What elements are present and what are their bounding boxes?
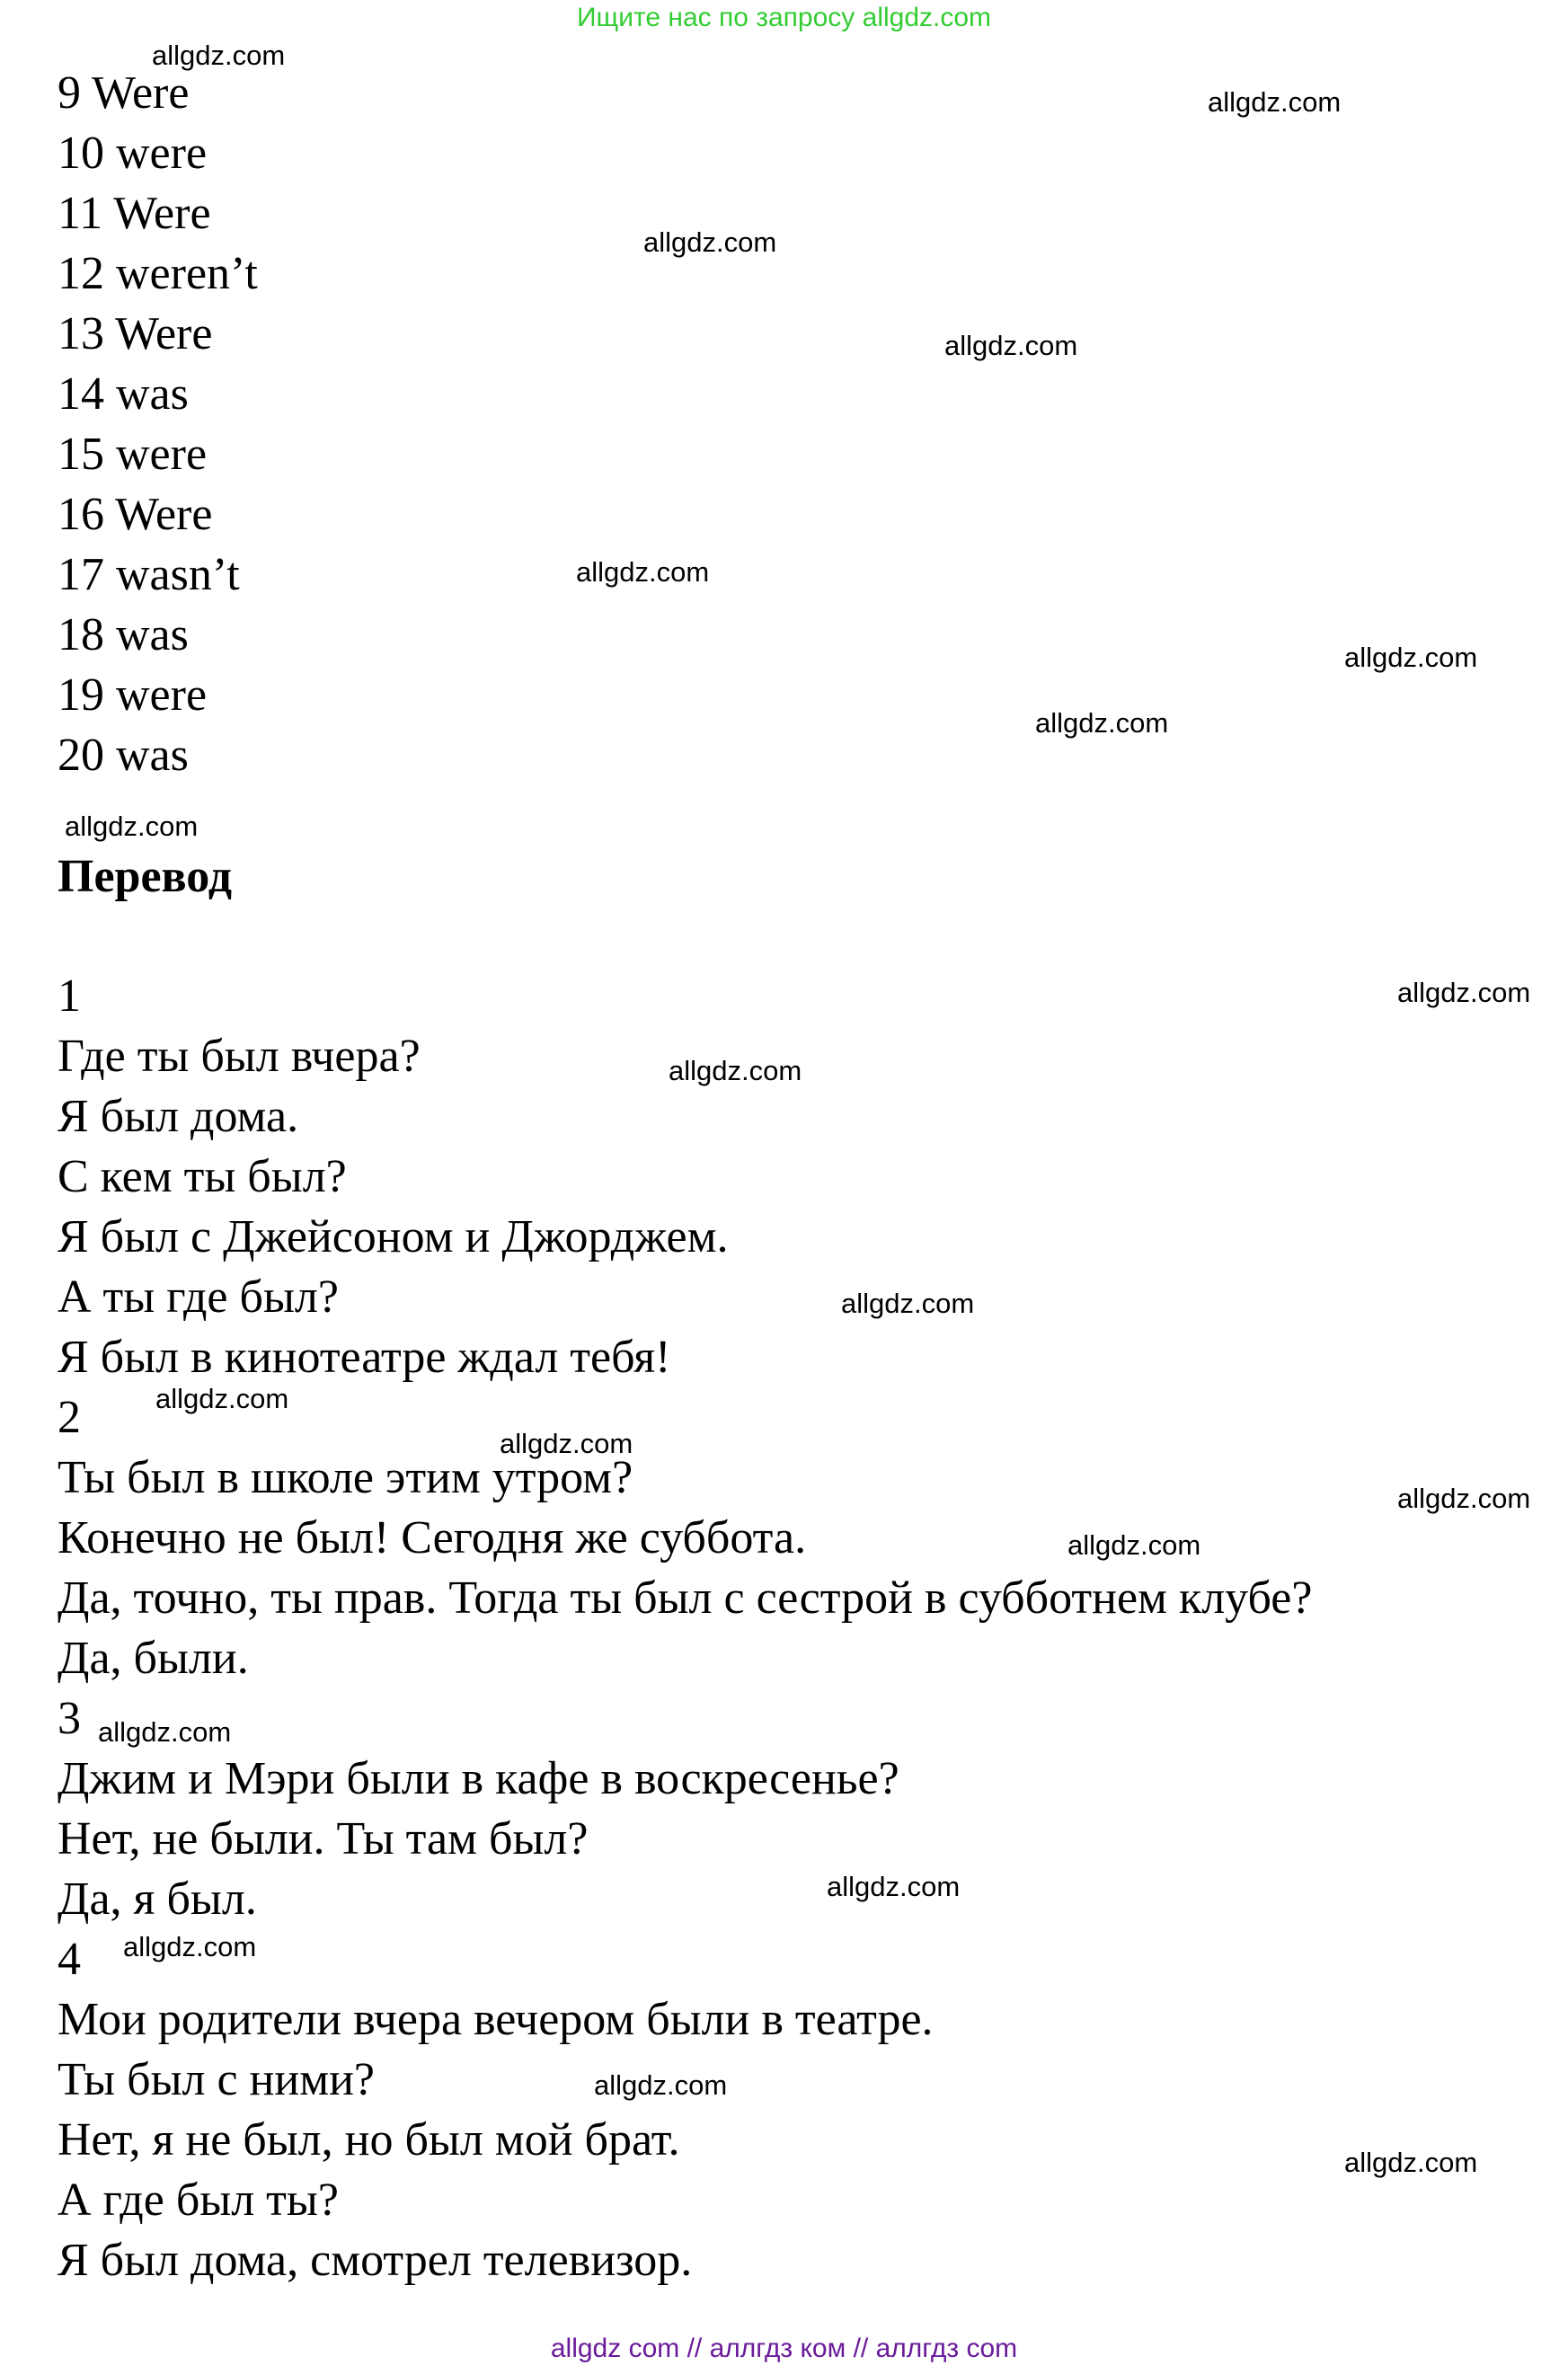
answer-line: 9 Were [58,67,190,119]
answer-line: 11 Were [58,188,211,239]
site-footer: allgdz com // аллгдз ком // аллгдз com [550,2334,1018,2363]
dialog-line: Ты был в школе этим утром? [58,1452,633,1503]
answer-line: 19 were [58,669,208,721]
watermark: allgdz.com [123,1931,257,1962]
dialog-line: Я был дома. [58,1091,299,1142]
answer-line: 15 were [58,429,208,480]
watermark: allgdz.com [1208,86,1342,118]
dialog-line: Нет, я не был, но был мой брат. [58,2114,680,2166]
watermark: allgdz.com [594,2069,728,2101]
answer-line: 10 were [58,128,208,179]
watermark: allgdz.com [500,1428,633,1459]
watermark: allgdz.com [1035,707,1169,739]
dialog-line: С кем ты был? [58,1151,347,1202]
answer-line: 17 wasn’t [58,549,240,600]
watermark: allgdz.com [152,40,286,71]
watermark: allgdz.com [1397,977,1531,1008]
dialog-line: Ты был с ними? [58,2054,376,2105]
dialog-number: 4 [58,1934,81,1985]
answer-line: 16 Were [58,489,213,540]
watermark: allgdz.com [1067,1529,1201,1561]
answer-line: 20 was [58,730,189,781]
dialog-line: Джим и Мэри были в кафе в воскресенье? [58,1753,899,1804]
watermark: allgdz.com [669,1055,802,1086]
watermark: allgdz.com [1344,642,1478,673]
watermark: allgdz.com [827,1871,961,1902]
dialog-line: А где был ты? [58,2175,339,2226]
watermark: allgdz.com [576,556,710,588]
answer-line: 18 was [58,609,189,660]
dialog-line: Я был в кинотеатре ждал тебя! [58,1332,671,1383]
answer-line: 12 weren’t [58,248,258,299]
dialog-line: Нет, не были. Ты там был? [58,1813,589,1865]
answer-line: 13 Were [58,308,213,359]
dialog-line: Мои родители вчера вечером были в театре. [58,1994,934,2045]
dialog-number: 2 [58,1392,81,1443]
dialog-line: А ты где был? [58,1271,339,1323]
dialog-line: Да, были. [58,1633,249,1684]
answer-line: 14 was [58,368,189,420]
search-hint-header: Ищите нас по запросу allgdz.com [576,3,992,32]
watermark: allgdz.com [944,330,1078,361]
dialog-line: Я был с Джейсоном и Джорджем. [58,1211,729,1262]
watermark: allgdz.com [65,810,199,842]
dialog-line: Да, я был. [58,1873,257,1925]
watermark: allgdz.com [643,226,777,258]
dialog-number: 3 [58,1693,81,1744]
translation-heading: Перевод [58,851,233,902]
dialog-line: Где ты был вчера? [58,1031,421,1082]
watermark: allgdz.com [1344,2147,1478,2178]
dialog-number: 1 [58,970,81,1022]
watermark: allgdz.com [98,1716,232,1748]
watermark: allgdz.com [155,1383,289,1414]
dialog-line: Конечно не был! Сегодня же суббота. [58,1512,807,1563]
dialog-line: Да, точно, ты прав. Тогда ты был с сестрой в субботнем клубе? [58,1572,1313,1624]
dialog-line: Я был дома, смотрел телевизор. [58,2235,693,2286]
watermark: allgdz.com [841,1288,975,1319]
watermark: allgdz.com [1397,1483,1531,1514]
